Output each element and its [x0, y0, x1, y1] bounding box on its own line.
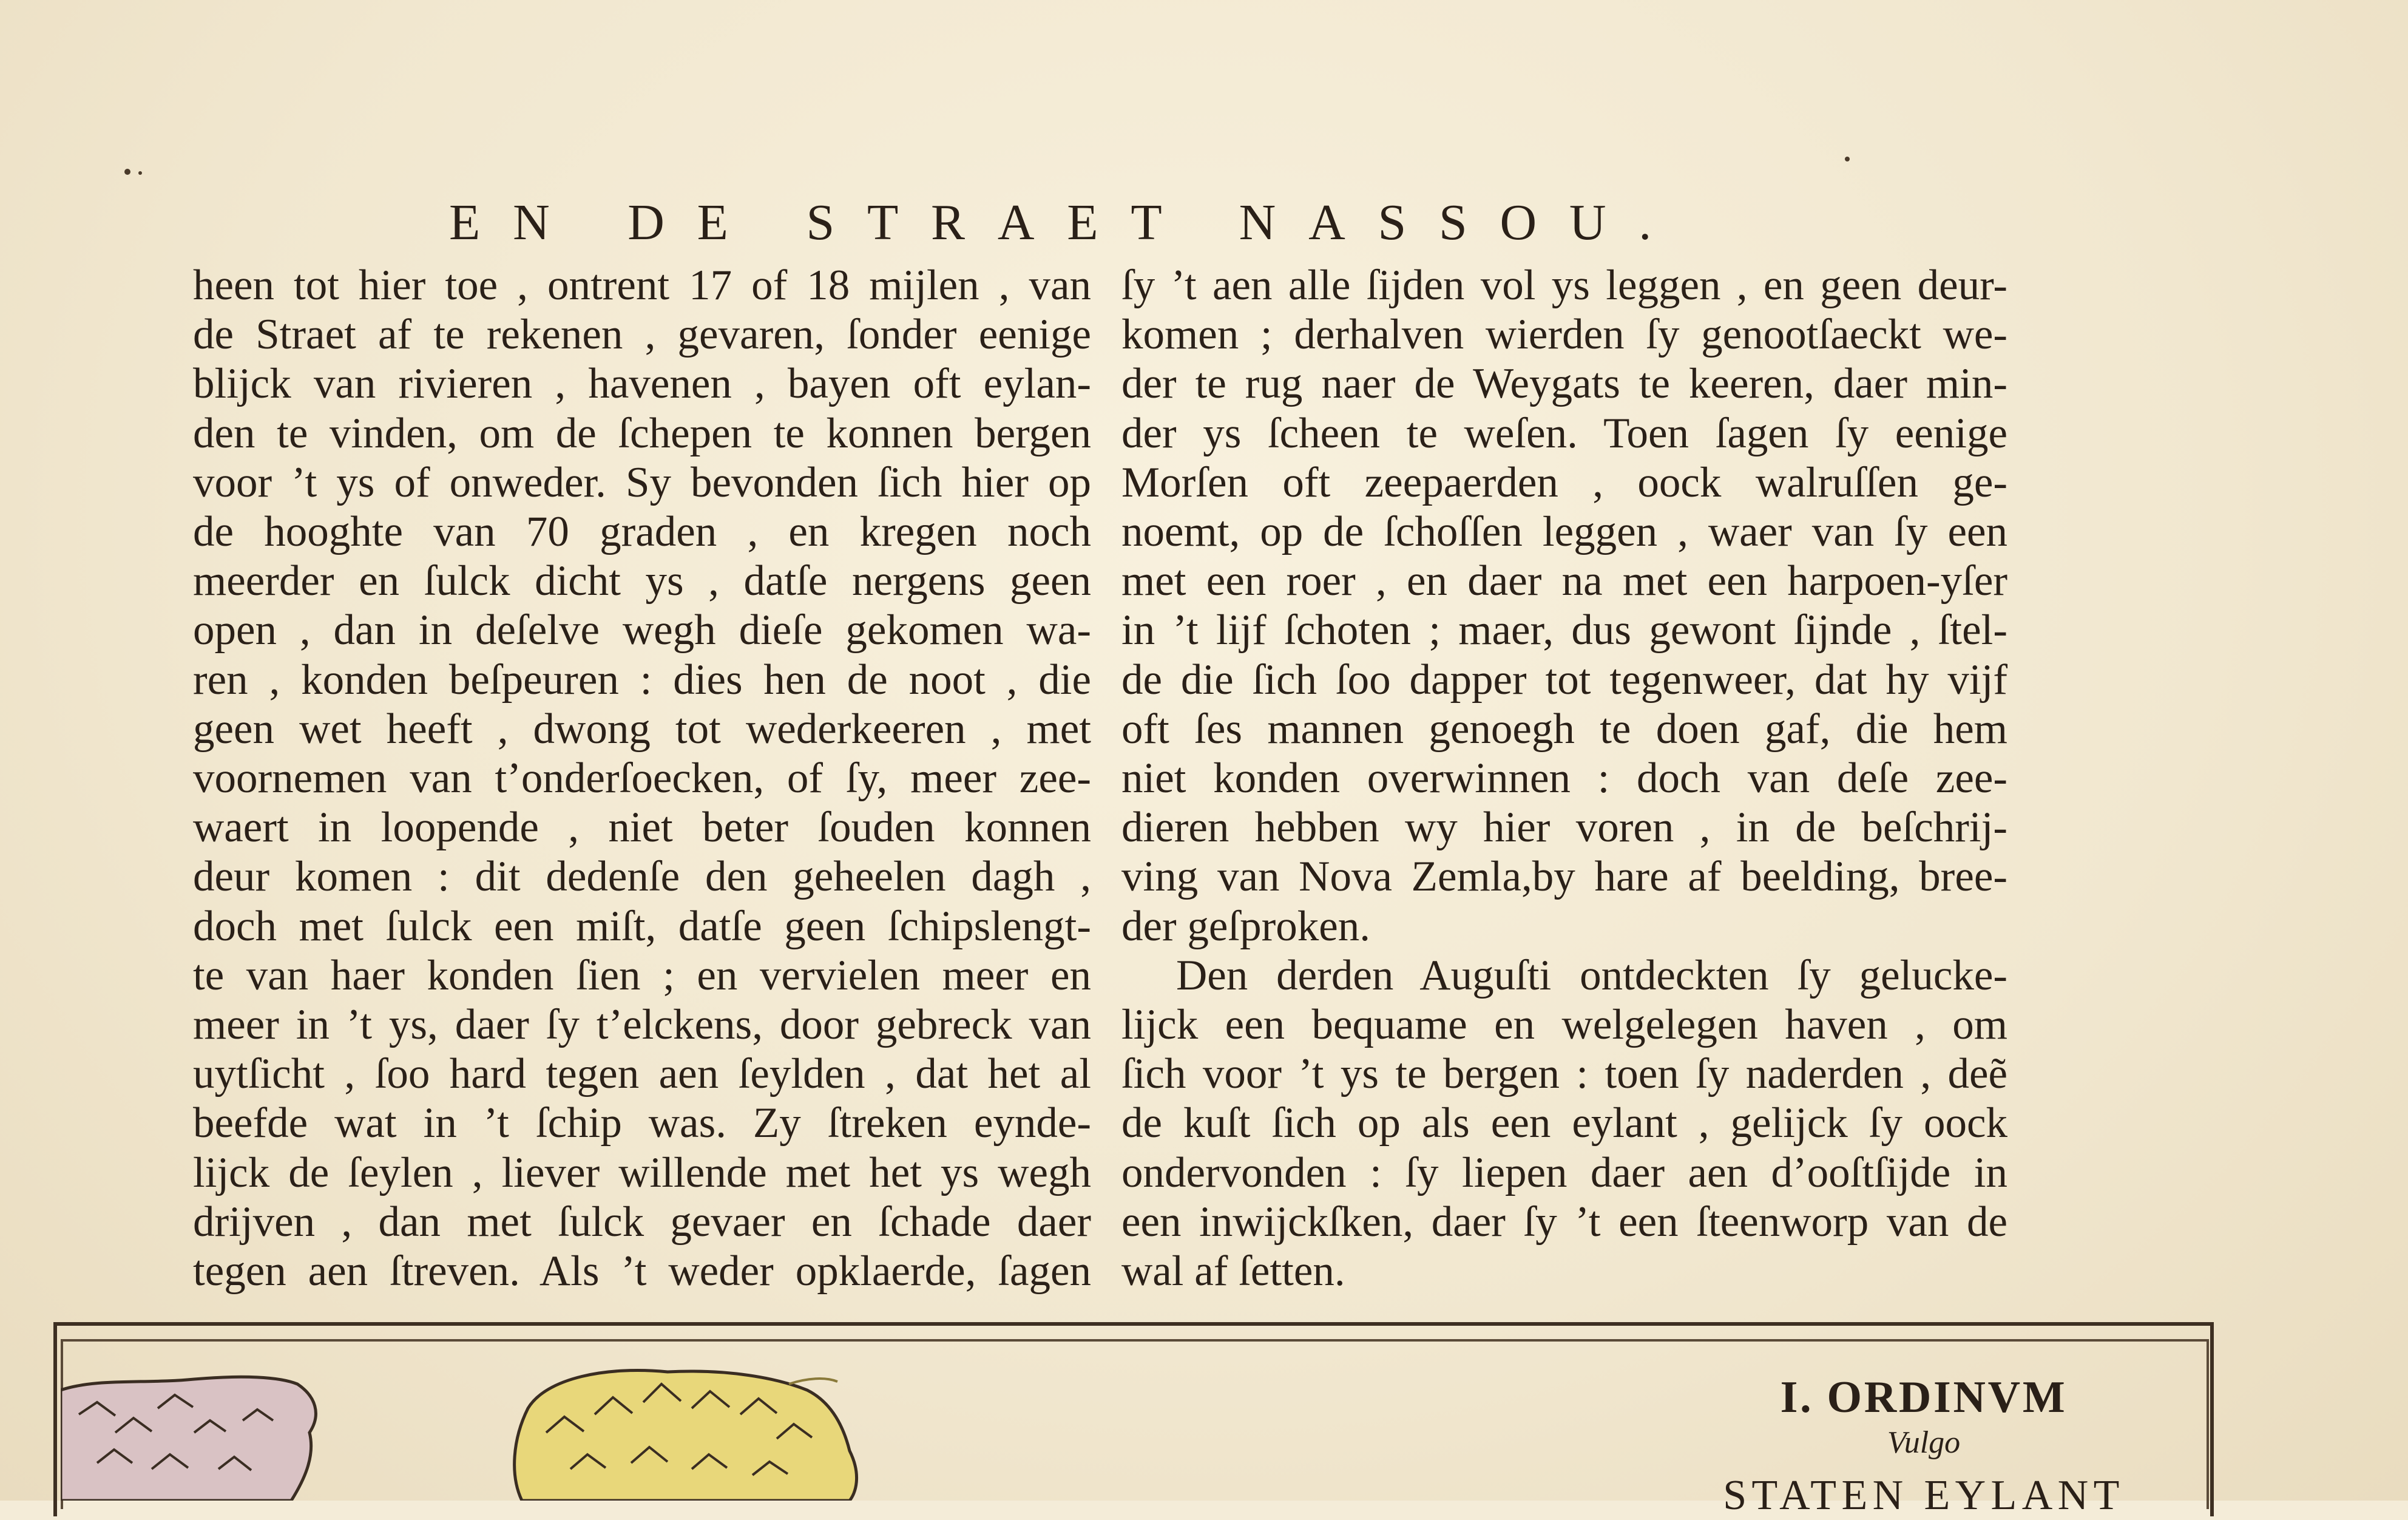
text-line: blijck van rivieren , havenen , bayen oft eylan- [193, 360, 1091, 408]
text-line: de die ſich ſoo dapper tot tegenweer, dat hy vijf [1121, 656, 2007, 704]
text-line: der geſproken. [1121, 902, 1371, 950]
left-text-column [193, 261, 1091, 1296]
text-line: der ys ſcheen te weſen. Toen ſagen ſy eenige [1121, 409, 2007, 457]
text-line: niet konden overwinnen : doch van deſe zee- [1121, 755, 2007, 802]
left-island-shape [61, 1377, 316, 1501]
text-line: de hooghte van 70 graden , en kregen noch [193, 508, 1091, 556]
text-line: heen tot hier toe , ontrent 17 of 18 mijlen , van [193, 262, 1091, 309]
text-line: wal af ſetten. [1121, 1247, 1345, 1295]
cartouche-line-2: Vulgo [1887, 1425, 1961, 1460]
text-line: meerder en ſulck dicht ys , datſe nergens geen [193, 557, 1091, 605]
text-line: deur komen : dit dedenſe den geheelen dagh , [193, 853, 1091, 901]
text-line: der te rug naer de Weygats te keeren, daer min- [1121, 360, 2007, 408]
text-line: tegen aen ſtreven. Als ’t weder opklaerde, ſagen [193, 1247, 1091, 1295]
text-line: doch met ſulck een miſt, datſe geen ſchipslengt- [193, 902, 1091, 950]
map-title-cartouche [1711, 1372, 2136, 1520]
text-line: Den derden Auguſti ontdeckten ſy gelucke- [1176, 951, 2007, 999]
cartouche-line-3: STATEN EYLANT [1723, 1472, 2125, 1519]
text-line: ſich voor ’t ys te bergen : toen ſy naderden , deẽ [1121, 1050, 2007, 1098]
text-line: in ’t lijf ſchoten ; maer, dus gewont ſijnde , ſtel- [1121, 606, 2007, 654]
text-line: de kuſt ſich op als een eylant , gelijck ſy oock [1121, 1099, 2007, 1147]
text-line: voornemen van t’onderſoecken, of ſy, meer zee- [193, 755, 1091, 802]
text-line: ving van Nova Zemla,by hare af beelding, bree- [1121, 853, 2007, 901]
ink-speck [1845, 157, 1850, 161]
text-line: Morſen oft zeepaerden , oock walruſſen ge- [1121, 458, 2007, 506]
text-line: uytſicht , ſoo hard tegen aen ſeylden , dat het al [193, 1050, 1091, 1098]
text-line: ſy ’t aen alle ſijden vol ys leggen , en geen deur- [1121, 262, 2007, 309]
text-line: noemt, op de ſchoſſen leggen , waer van ſy een [1121, 508, 2007, 556]
right-text-column [1121, 261, 2007, 1296]
text-line: lijck de ſeylen , liever willende met het ys wegh [193, 1148, 1091, 1196]
text-line: meer in ’t ys, daer ſy t’elckens, door gebreck van [193, 1001, 1091, 1049]
page-running-header: EN DE STRAET NASSOU. [449, 194, 1685, 251]
text-line: den te vinden, om de ſchepen te konnen bergen [193, 409, 1091, 457]
text-line: een inwijckſken, daer ſy ’t een ſteenworp van de [1121, 1198, 2007, 1246]
text-line: oft ſes mannen genoegh te doen gaf, die hem [1121, 705, 2007, 753]
text-line: te van haer konden ſien ; en vervielen meer en [193, 951, 1091, 999]
text-line: open , dan in deſelve wegh dieſe gekomen wa- [193, 606, 1091, 654]
text-line: met een roer , en daer na met een harpoen-yſer [1121, 557, 2007, 605]
ink-speck [124, 169, 130, 175]
text-line: waert in loopende , niet beter ſouden konnen [193, 804, 1091, 852]
ink-speck [138, 171, 142, 175]
text-line: de Straet af te rekenen , gevaren, ſonder eenige [193, 311, 1091, 359]
text-line: beefde wat in ’t ſchip was. Zy ſtreken eynde- [193, 1099, 1091, 1147]
staten-island-shape [515, 1371, 857, 1501]
text-line: voor ’t ys of onweder. Sy bevonden ſich hier op [193, 458, 1091, 506]
text-line: dieren hebben wy hier voren , in de beſchrij- [1121, 804, 2007, 852]
cartouche-line-1: I. ORDINVM [1780, 1372, 2068, 1422]
text-line: drijven , dan met ſulck gevaer en ſchade daer [193, 1198, 1091, 1246]
coast-hatching [789, 1379, 837, 1384]
text-line: geen wet heeft , dwong tot wederkeeren , met [193, 705, 1091, 753]
text-line: ren , konden beſpeuren : dies hen de noot , die [193, 656, 1091, 704]
text-line: ondervonden : ſy liepen daer aen d’ooſtſijde in [1121, 1148, 2007, 1196]
text-line: lijck een bequame en welgelegen haven , om [1121, 1001, 2007, 1049]
text-line: komen ; derhalven wierden ſy genootſaeckt we- [1121, 311, 2007, 359]
